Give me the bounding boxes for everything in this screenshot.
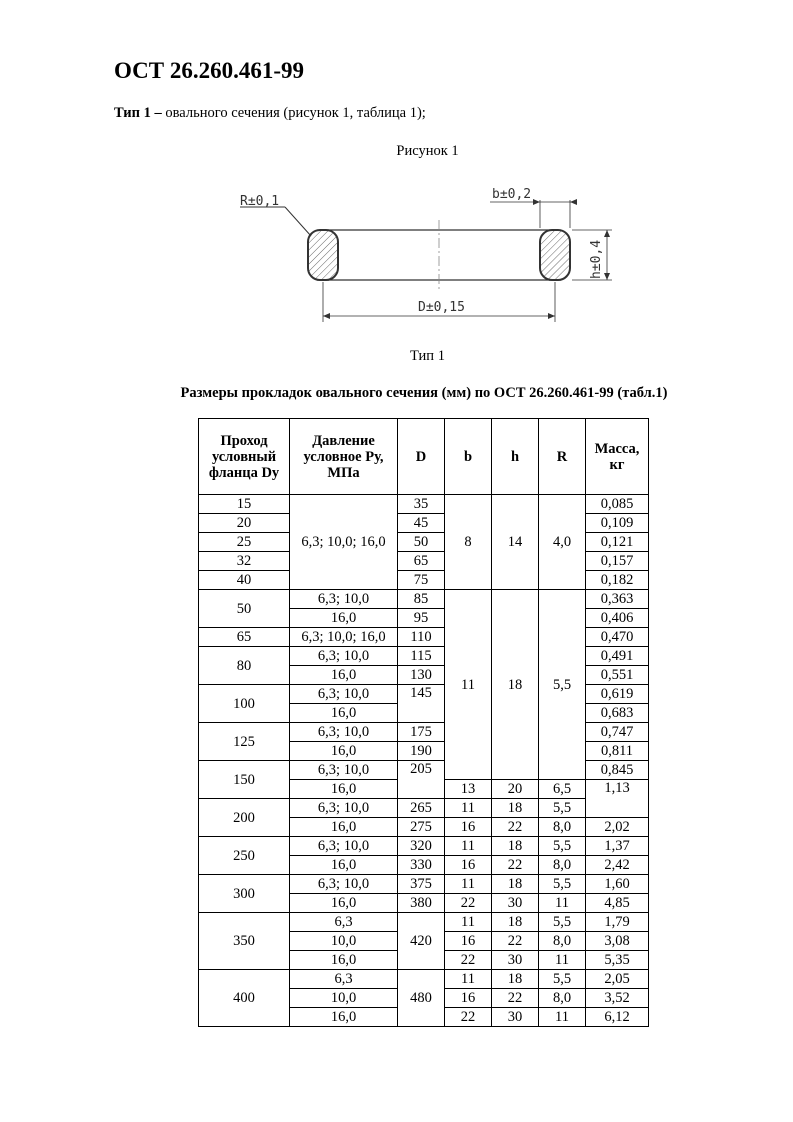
table-row	[199, 837, 649, 856]
table-cell: 75	[398, 571, 445, 590]
table-cell: 4,0	[539, 495, 586, 590]
table-cell: 65	[398, 552, 445, 571]
table-cell: 8,0	[539, 989, 586, 1008]
table-cell: 0,683	[586, 704, 649, 723]
table-cell: 400	[199, 970, 290, 1027]
label-b: b±0,2	[492, 187, 532, 202]
table-cell: 16,0	[290, 951, 398, 970]
table-cell: 0,121	[586, 533, 649, 552]
table-cell: 6,3; 10,0; 16,0	[290, 628, 398, 647]
table-cell: 115	[398, 647, 445, 666]
table-cell: 22	[445, 894, 492, 913]
table-cell: 380	[398, 894, 445, 913]
table-cell: 16,0	[290, 666, 398, 685]
table-cell: 13	[445, 780, 492, 799]
table-cell: 6,3; 10,0	[290, 590, 398, 609]
table-cell: 18	[492, 913, 539, 932]
table-cell: 0,109	[586, 514, 649, 533]
table-cell: 20	[199, 514, 290, 533]
table-cell: 300	[199, 875, 290, 913]
header-cell: Масса, кг	[586, 419, 649, 495]
table-cell: 6,3	[290, 970, 398, 989]
table-cell: 1,79	[586, 913, 649, 932]
table-cell: 100	[199, 685, 290, 723]
table-row	[199, 590, 649, 609]
table-cell: 175	[398, 723, 445, 742]
table-cell: 330	[398, 856, 445, 875]
table-cell: 11	[445, 590, 492, 780]
table-cell: 50	[199, 590, 290, 628]
table-cell: 8	[445, 495, 492, 590]
table-cell: 3,08	[586, 932, 649, 951]
table-cell: 5,5	[539, 590, 586, 780]
table-cell: 11	[539, 894, 586, 913]
table-cell: 145	[398, 685, 445, 723]
table-cell: 0,551	[586, 666, 649, 685]
table-cell: 6,3; 10,0	[290, 647, 398, 666]
table-cell: 250	[199, 837, 290, 875]
figure-caption: Рисунок 1	[396, 143, 459, 159]
table-cell: 350	[199, 913, 290, 970]
table-cell: 18	[492, 837, 539, 856]
table-cell: 25	[199, 533, 290, 552]
table-cell: 10,0	[290, 932, 398, 951]
table-cell: 45	[398, 514, 445, 533]
table-row	[199, 875, 649, 894]
table-cell: 35	[398, 495, 445, 514]
table-cell: 1,13	[586, 780, 649, 818]
table-cell: 265	[398, 799, 445, 818]
table-cell: 16	[445, 856, 492, 875]
table-cell: 6,3; 10,0	[290, 799, 398, 818]
header-cell: Проход условный фланца Dy	[199, 419, 290, 495]
table-cell: 200	[199, 799, 290, 837]
type-caption: Тип 1	[410, 348, 445, 364]
table-cell: 0,811	[586, 742, 649, 761]
table-cell: 16	[445, 989, 492, 1008]
table-cell: 110	[398, 628, 445, 647]
table-cell: 30	[492, 951, 539, 970]
table-cell: 16,0	[290, 780, 398, 799]
table-cell: 16,0	[290, 818, 398, 837]
table-cell: 0,619	[586, 685, 649, 704]
table-cell: 2,42	[586, 856, 649, 875]
table-cell: 5,5	[539, 970, 586, 989]
table-cell: 85	[398, 590, 445, 609]
type-description	[114, 105, 426, 122]
table-cell: 275	[398, 818, 445, 837]
table-cell: 10,0	[290, 989, 398, 1008]
table-row	[199, 799, 649, 818]
table-cell: 125	[199, 723, 290, 761]
table-cell: 16,0	[290, 742, 398, 761]
table-cell: 6,3; 10,0	[290, 761, 398, 780]
table-cell: 22	[492, 856, 539, 875]
table-cell: 3,52	[586, 989, 649, 1008]
right-section	[540, 230, 570, 280]
table-cell: 6,3; 10,0	[290, 685, 398, 704]
table-cell: 480	[398, 970, 445, 1027]
table-cell: 14	[492, 495, 539, 590]
table-cell: 0,470	[586, 628, 649, 647]
table-cell: 40	[199, 571, 290, 590]
table-cell: 5,35	[586, 951, 649, 970]
table-cell: 11	[539, 951, 586, 970]
table-cell: 0,406	[586, 609, 649, 628]
table-cell: 11	[445, 970, 492, 989]
table-cell: 6,3; 10,0	[290, 875, 398, 894]
table-cell: 4,85	[586, 894, 649, 913]
table-cell: 15	[199, 495, 290, 514]
table-cell: 18	[492, 799, 539, 818]
table-cell: 16,0	[290, 704, 398, 723]
table-cell: 22	[445, 1008, 492, 1027]
header-cell: b	[445, 419, 492, 495]
gasket-drawing	[230, 180, 630, 330]
table-cell: 22	[492, 932, 539, 951]
table-cell: 16	[445, 818, 492, 837]
header-cell: D	[398, 419, 445, 495]
table-cell: 6,3; 10,0	[290, 723, 398, 742]
table-cell: 0,491	[586, 647, 649, 666]
table-cell: 6,5	[539, 780, 586, 799]
table-cell: 205	[398, 761, 445, 799]
table-cell: 22	[445, 951, 492, 970]
table-cell: 11	[445, 837, 492, 856]
table-cell: 130	[398, 666, 445, 685]
table-cell: 150	[199, 761, 290, 799]
table-cell: 11	[445, 799, 492, 818]
table-cell: 2,02	[586, 818, 649, 837]
table-cell: 22	[492, 989, 539, 1008]
type-text: овального сечения (рисунок 1, таблица 1);	[161, 105, 426, 121]
table-cell: 11	[445, 875, 492, 894]
table-cell: 5,5	[539, 913, 586, 932]
table-cell: 6,3; 10,0; 16,0	[290, 495, 398, 590]
table-cell: 16	[445, 932, 492, 951]
table-cell: 320	[398, 837, 445, 856]
table-cell: 8,0	[539, 856, 586, 875]
table-cell: 80	[199, 647, 290, 685]
left-section	[308, 230, 338, 280]
table-row	[199, 495, 649, 514]
table-cell: 0,182	[586, 571, 649, 590]
table-row	[199, 970, 649, 989]
table-cell: 2,05	[586, 970, 649, 989]
table-cell: 0,363	[586, 590, 649, 609]
table-cell: 5,5	[539, 875, 586, 894]
table-cell: 18	[492, 590, 539, 780]
table-cell: 0,845	[586, 761, 649, 780]
table-cell: 5,5	[539, 837, 586, 856]
table-cell: 0,085	[586, 495, 649, 514]
table-header-row	[199, 419, 649, 495]
table-title: Размеры прокладок овального сечения (мм) по ОСТ 26.260.461-99 (табл.1)	[180, 385, 668, 401]
table-cell: 18	[492, 875, 539, 894]
table-cell: 95	[398, 609, 445, 628]
table-cell: 16,0	[290, 609, 398, 628]
header-cell: h	[492, 419, 539, 495]
header-cell: Давление условное Ру, МПа	[290, 419, 398, 495]
table-cell: 30	[492, 894, 539, 913]
table-cell: 32	[199, 552, 290, 571]
table-cell: 0,747	[586, 723, 649, 742]
label-d: D±0,15	[418, 300, 465, 315]
label-r: R±0,1	[240, 194, 280, 209]
table-cell: 6,3	[290, 913, 398, 932]
table-cell: 30	[492, 1008, 539, 1027]
dimensions-table	[198, 418, 649, 1027]
table-cell: 0,157	[586, 552, 649, 571]
table-cell: 11	[539, 1008, 586, 1027]
table-cell: 50	[398, 533, 445, 552]
type-label: Тип 1 –	[114, 105, 162, 121]
table-cell: 6,12	[586, 1008, 649, 1027]
header-cell: R	[539, 419, 586, 495]
table-cell: 1,60	[586, 875, 649, 894]
table-cell: 1,37	[586, 837, 649, 856]
table-cell: 18	[492, 970, 539, 989]
table-cell: 22	[492, 818, 539, 837]
table-cell: 16,0	[290, 1008, 398, 1027]
table-cell: 6,3; 10,0	[290, 837, 398, 856]
table-cell: 420	[398, 913, 445, 970]
table-cell: 8,0	[539, 818, 586, 837]
table-cell: 20	[492, 780, 539, 799]
table-cell: 8,0	[539, 932, 586, 951]
page-title: ОСТ 26.260.461-99	[114, 58, 305, 83]
table-cell: 5,5	[539, 799, 586, 818]
table-cell: 16,0	[290, 856, 398, 875]
table-row	[199, 913, 649, 932]
label-h: h±0,4	[589, 239, 604, 279]
table-cell: 190	[398, 742, 445, 761]
table-cell: 375	[398, 875, 445, 894]
table-cell: 11	[445, 913, 492, 932]
table-cell: 65	[199, 628, 290, 647]
table-cell: 16,0	[290, 894, 398, 913]
